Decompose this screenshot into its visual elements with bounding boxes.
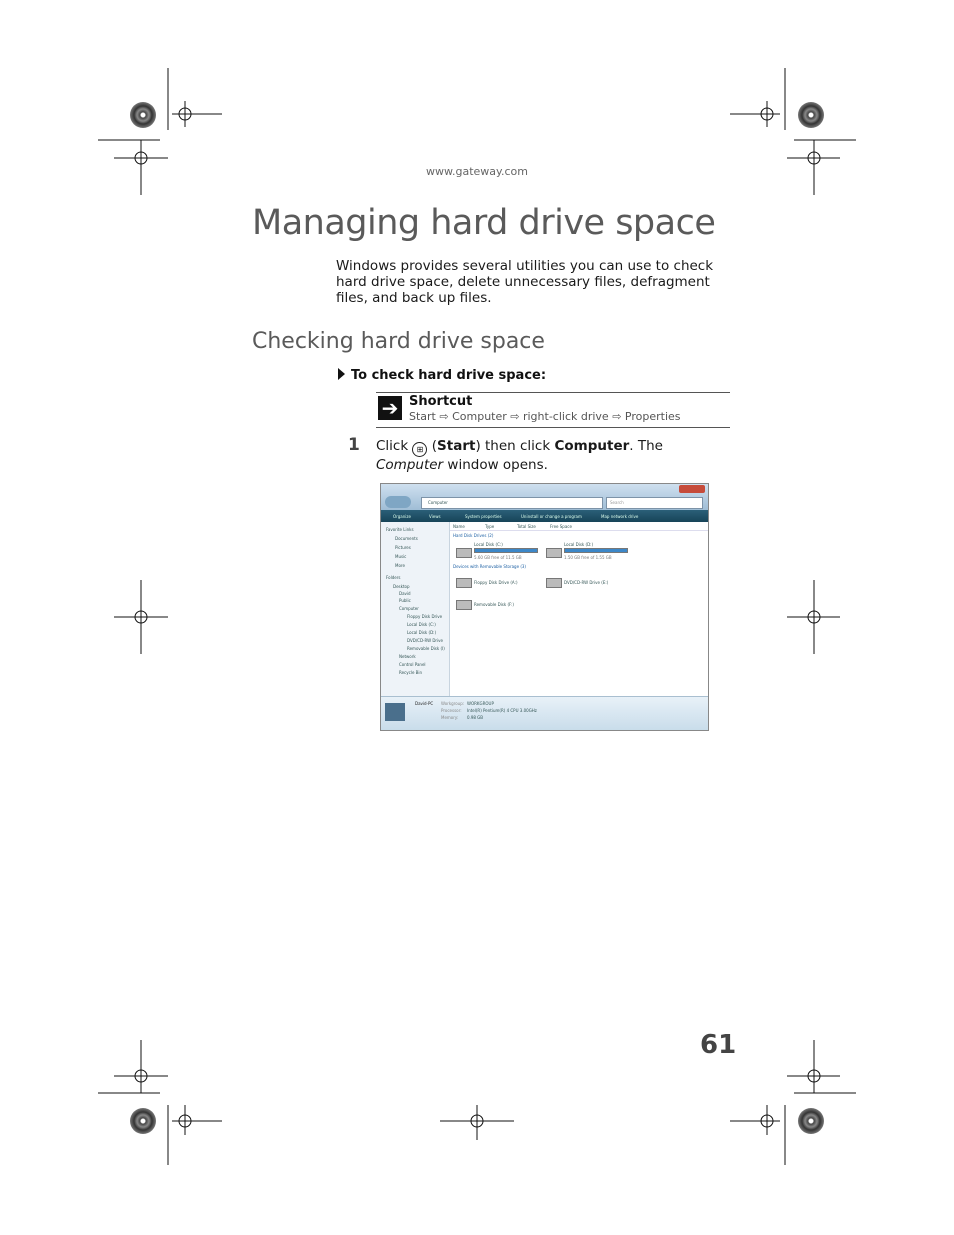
step-paren: ( (427, 438, 438, 454)
tree-item: Desktop (393, 584, 410, 589)
tree-item: David (399, 591, 411, 596)
triangle-bullet-icon (338, 368, 345, 380)
detail-label: Memory: (441, 715, 459, 720)
site-url: www.gateway.com (426, 165, 528, 178)
windows-start-icon: ⊞ (412, 442, 427, 457)
tree-item: Network (399, 654, 416, 659)
tree-item: Local Disk (D:) (407, 630, 437, 635)
tree-item: Recycle Bin (399, 670, 423, 675)
drive-d-usage-bar (564, 548, 628, 553)
tree-item: Removable Disk (I) (407, 646, 445, 651)
step-number: 1 (348, 435, 360, 455)
details-pane (381, 696, 708, 731)
step-end: window opens. (443, 457, 548, 473)
dvd-label: DVD/CD-RW Drive (E:) (564, 580, 609, 585)
tree-item: Local Disk (C:) (407, 622, 436, 627)
nav-pictures: Pictures (395, 545, 411, 550)
group-hard-disks: Hard Disk Drives (2) (453, 533, 494, 538)
step-click-text: Click (376, 438, 409, 454)
removable-label: Removable Disk (F:) (474, 602, 514, 607)
floppy-label: Floppy Disk Drive (A:) (474, 580, 518, 585)
computer-icon (385, 703, 405, 721)
dvd-drive-icon (546, 578, 562, 588)
content-pane (450, 522, 708, 696)
registration-disc-icon (798, 102, 824, 128)
window-titlebar (381, 484, 708, 510)
detail-value: WORKGROUP (467, 701, 494, 706)
tree-item: Control Panel (399, 662, 426, 667)
detail-label: Processor: (441, 708, 462, 713)
nav-header: Favorite Links (386, 527, 414, 532)
floppy-drive-icon (456, 578, 472, 588)
step-the: . The (629, 438, 663, 454)
removable-disk-icon (456, 600, 472, 610)
registration-disc-icon (130, 102, 156, 128)
hard-drive-icon (456, 548, 472, 558)
column-total-size: Total Size (517, 524, 536, 529)
toolbar-organize: Organize (393, 514, 411, 519)
column-type: Type (485, 524, 495, 529)
toolbar-system: System properties (465, 514, 502, 519)
tree-item: Public (399, 598, 411, 603)
step-then: ) then click (475, 438, 555, 454)
column-header-row (450, 522, 708, 531)
step-computer-label: Computer (554, 438, 630, 454)
drive-d-label: Local Disk (D:) (564, 542, 594, 547)
computer-window-screenshot (380, 483, 709, 731)
computer-name: David-PC (415, 701, 434, 706)
folders-header: Folders (386, 575, 401, 580)
shortcut-title: Shortcut (409, 394, 473, 409)
back-forward-icon (385, 496, 411, 508)
detail-label: Workgroup: (441, 701, 465, 706)
drive-c-free: 5.60 GB free of 11.5 GB (474, 555, 522, 560)
hard-drive-icon (546, 548, 562, 558)
nav-more: More (395, 563, 405, 568)
step-computer-italic: Computer (376, 457, 444, 473)
search-placeholder: Search (610, 500, 624, 505)
nav-documents: Documents (395, 536, 418, 541)
drive-c-usage-bar (474, 548, 538, 553)
tree-item: Computer (399, 606, 419, 611)
toolbar-map: Map network drive (601, 514, 639, 519)
tree-item: DVD/CD-RW Drive (407, 638, 443, 643)
drive-c-label: Local Disk (C:) (474, 542, 503, 547)
page-number: 61 (700, 1030, 737, 1060)
detail-value: Intel(R) Pentium(R) 4 CPU 3.00GHz (467, 708, 537, 713)
address-bar (421, 497, 603, 509)
nav-music: Music (395, 554, 407, 559)
procedure-heading (338, 368, 546, 383)
shortcut-path: Start ⇨ Computer ⇨ right-click drive ⇨ Properties (409, 410, 681, 423)
section-heading: Checking hard drive space (252, 329, 545, 354)
tree-item: Floppy Disk Drive (407, 614, 443, 619)
registration-disc-icon (130, 1108, 156, 1134)
shortcut-box (376, 392, 730, 428)
drive-d-free: 1.50 GB free of 1.55 GB (564, 555, 612, 560)
registration-disc-icon (798, 1108, 824, 1134)
intro-paragraph: Windows provides several utilities you can use to check hard drive space, delete unnecessary files, defragment files, and back up files. (336, 258, 714, 306)
right-arrow-icon: ➔ (378, 396, 402, 420)
navigation-pane (381, 522, 450, 696)
column-free-space: Free Space (550, 524, 572, 529)
detail-value: 0.98 GB (467, 715, 484, 720)
step-text (376, 438, 731, 473)
address-text: Computer (428, 500, 448, 505)
close-icon (679, 485, 705, 493)
step-start-label: Start (437, 438, 476, 454)
toolbar-uninstall: Uninstall or change a program (521, 514, 582, 519)
group-removable: Devices with Removable Storage (3) (453, 564, 526, 569)
page-title: Managing hard drive space (252, 203, 716, 243)
procedure-title: To check hard drive space: (351, 368, 547, 383)
toolbar-views: Views (429, 514, 441, 519)
window-toolbar (381, 510, 708, 522)
search-box (606, 497, 703, 509)
column-name: Name (453, 524, 465, 529)
